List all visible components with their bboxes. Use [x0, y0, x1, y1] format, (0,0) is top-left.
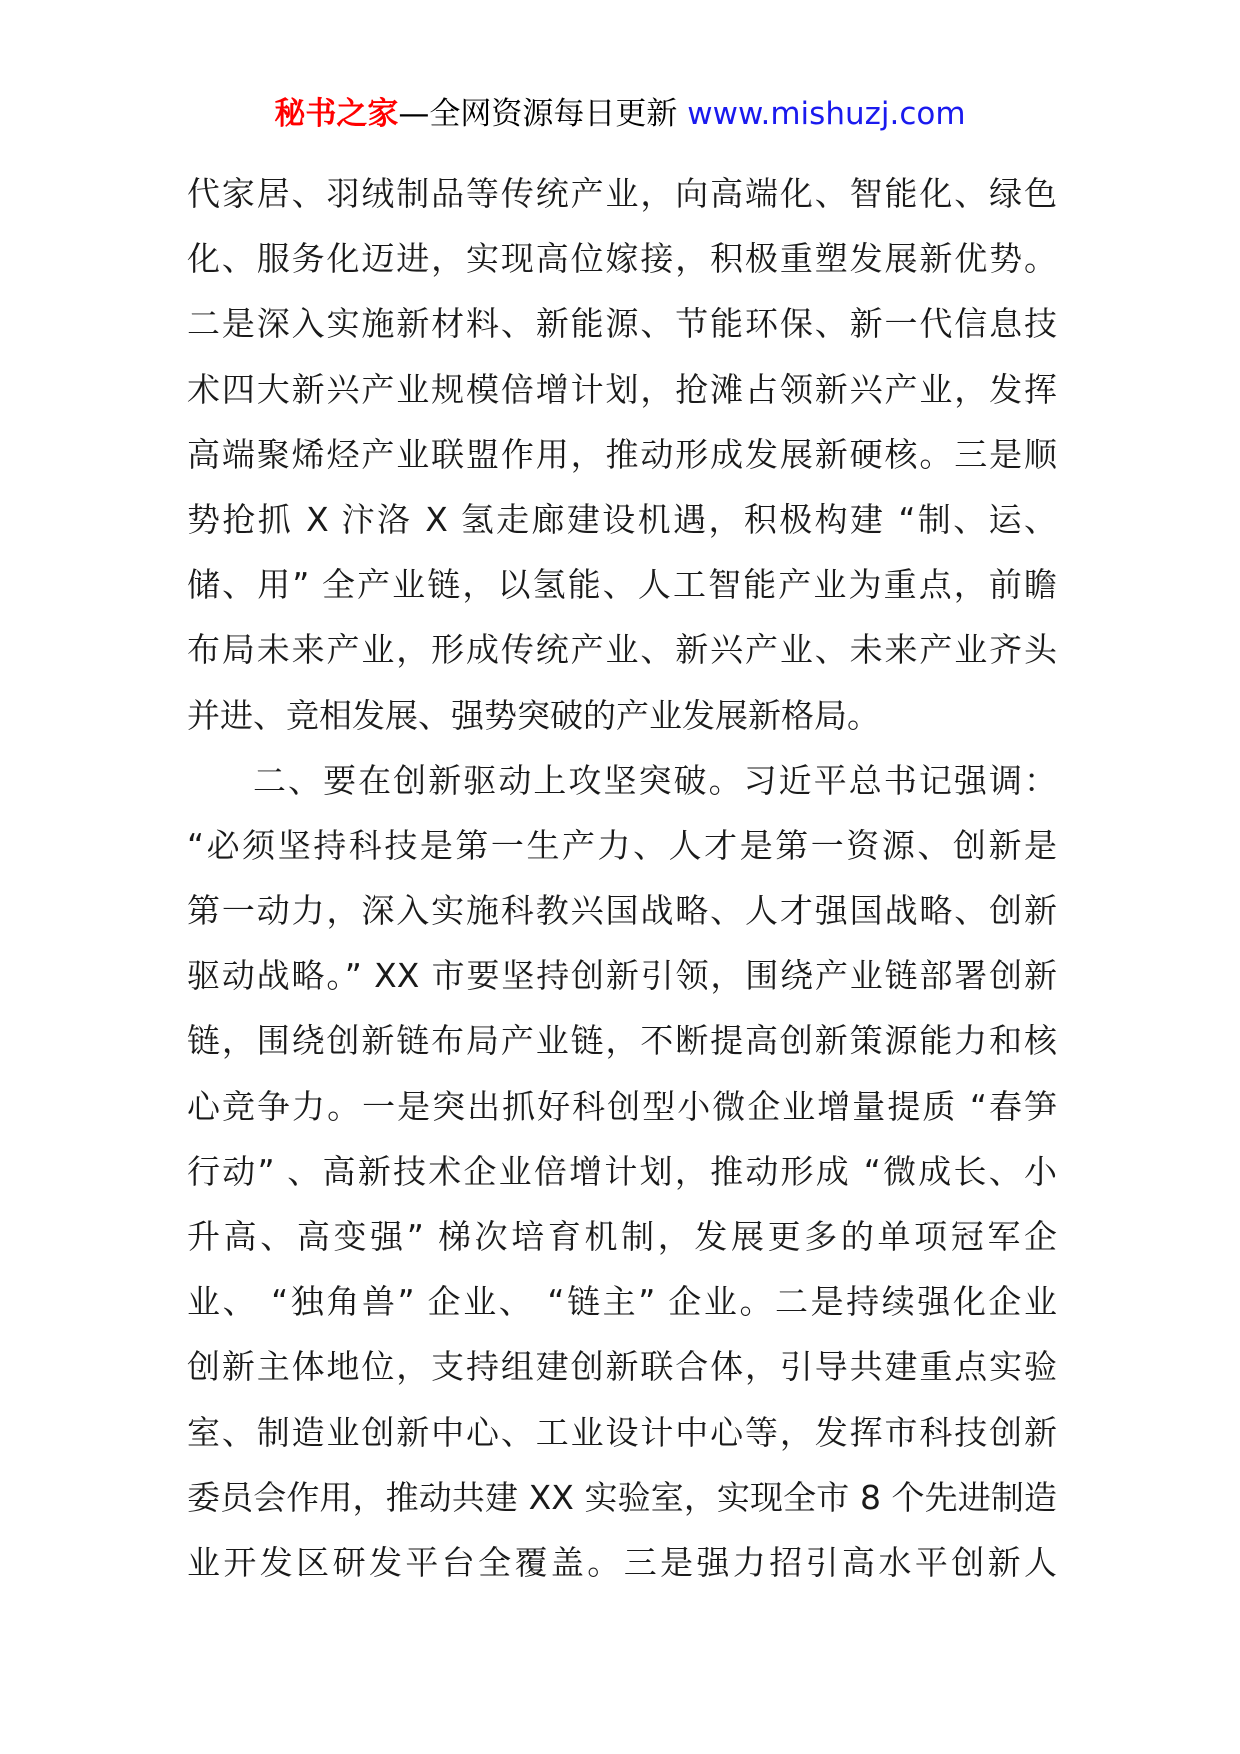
text-line: 室、制造业创新中心、工业设计中心等，发挥市科技创新 — [187, 1412, 1057, 1452]
text-line: 术四大新兴产业规模倍增计划，抢滩占领新兴产业，发挥 — [187, 369, 1057, 409]
text-line: 业、 “独角兽” 企业、 “链主” 企业。二是持续强化企业 — [187, 1282, 1057, 1322]
text-line: 势抢抓 X 汴洛 X 氢走廊建设机遇，积极构建 “制、运、 — [187, 499, 1057, 539]
text-line: 布局未来产业，形成传统产业、新兴产业、未来产业齐头 — [187, 630, 1057, 670]
section-heading-line: 二、要在创新驱动上攻坚突破。习近平总书记强调： — [253, 760, 1057, 800]
text-line: 行动” 、高新技术企业倍增计划，推动形成 “微成长、小 — [187, 1151, 1057, 1191]
text-line: 并进、竞相发展、强势突破的产业发展新格局。 — [187, 695, 880, 735]
text-line: 二是深入实施新材料、新能源、节能环保、新一代信息技 — [187, 304, 1057, 344]
watermark-header — [0, 92, 1240, 136]
text-line: 升高、高变强” 梯次培育机制，发展更多的单项冠军企 — [187, 1217, 1057, 1256]
document-body — [187, 161, 1057, 1595]
text-line: 化、服务化迈进，实现高位嫁接，积极重塑发展新优势。 — [187, 239, 1057, 279]
text-line: 驱动战略。” XX 市要坚持创新引领，围绕产业链部署创新 — [187, 956, 1057, 996]
site-tagline: —全网资源每日更新 — [398, 96, 688, 132]
site-url[interactable]: www.mishuzj.com — [687, 96, 966, 132]
text-line: 代家居、羽绒制品等传统产业，向高端化、智能化、绿色 — [187, 174, 1057, 213]
text-line: 储、用” 全产业链，以氢能、人工智能产业为重点，前瞻 — [187, 565, 1057, 605]
text-line: 业开发区研发平台全覆盖。三是强力招引高水平创新人 — [187, 1542, 1057, 1582]
text-line: “必须坚持科技是第一生产力、人才是第一资源、创新是 — [187, 825, 1057, 865]
text-line: 第一动力，深入实施科教兴国战略、人才强国战略、创新 — [187, 891, 1057, 931]
text-line: 创新主体地位，支持组建创新联合体，引导共建重点实验 — [187, 1347, 1057, 1387]
text-line: 委员会作用，推动共建 XX 实验室，实现全市 8 个先进制造 — [187, 1477, 1057, 1517]
site-name: 秘书之家 — [274, 96, 399, 132]
text-line: 高端聚烯烃产业联盟作用，推动形成发展新硬核。三是顺 — [187, 434, 1057, 474]
text-line: 心竞争力。一是突出抓好科创型小微企业增量提质 “春笋 — [187, 1086, 1057, 1126]
text-line: 链，围绕创新链布局产业链，不断提高创新策源能力和核 — [187, 1021, 1057, 1061]
